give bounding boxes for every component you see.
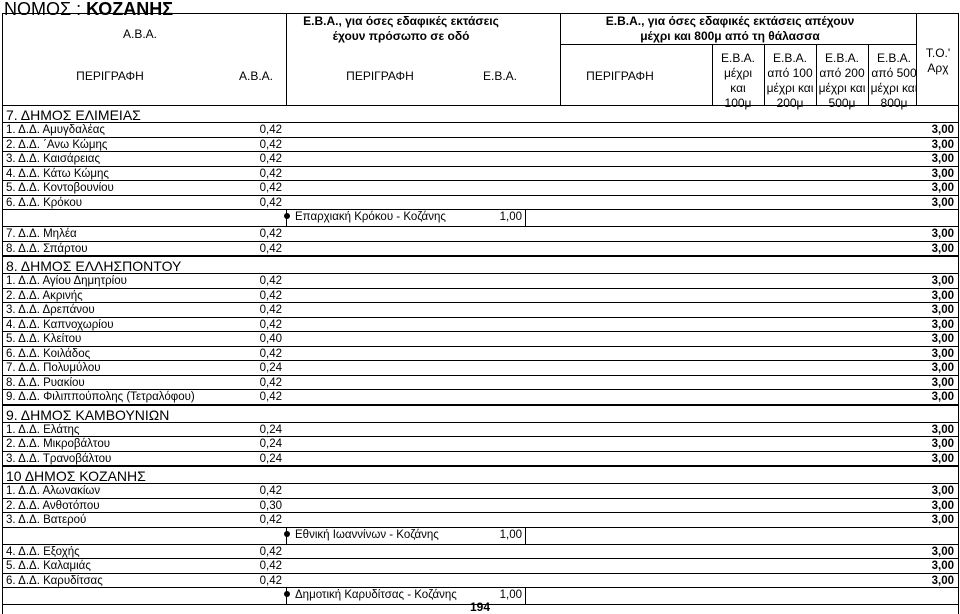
district-name: 1. Δ.Δ. Αγίου Δημητρίου: [6, 275, 127, 287]
table-row: [2, 437, 958, 452]
section-title: 8. ΔΗΜΟΣ ΕΛΛΗΣΠΟΝΤΟΥ: [6, 258, 182, 274]
district-name: 7. Δ.Δ. Πολυμύλου: [6, 362, 101, 374]
to-value: 3,00: [931, 423, 954, 436]
table-row: [2, 390, 958, 405]
section-header: [2, 105, 958, 123]
header-aba-1: Α.Β.Α.: [238, 69, 273, 83]
aba-value: 0,42: [259, 153, 282, 165]
district-name: 2. Δ.Δ. Ακρινής: [6, 289, 83, 302]
right-border: [958, 13, 959, 614]
district-name: 3. Δ.Δ. Τρανοβάλτου: [6, 452, 112, 465]
header-group-sea-line1: Ε.Β.Α., για όσες εδαφικές εκτάσεις απέχουν: [605, 14, 855, 28]
district-name: 6. Δ.Δ. Καρυδίτσας: [6, 574, 103, 587]
district-name: 1. Δ.Δ. Αμυγδαλέας: [6, 124, 105, 136]
district-name: 5. Δ.Δ. Κλείτου: [6, 333, 82, 345]
aba-value: 0,30: [259, 499, 282, 512]
section-title: 7. ΔΗΜΟΣ ΕΛΙΜΕΙΑΣ: [6, 107, 141, 123]
section-header: [2, 466, 958, 484]
table-row: [2, 123, 958, 138]
table-row: [2, 376, 958, 391]
header-group-road-line1: Ε.Β.Α., για όσες εδαφικές εκτάσεις: [303, 14, 499, 28]
aba-value: 0,42: [259, 514, 282, 526]
district-name: 8. Δ.Δ. Σπάρτου: [6, 242, 88, 255]
header-top-line: [2, 13, 958, 14]
bullet-icon: [284, 213, 290, 219]
table-row: [2, 574, 958, 589]
district-name: 2. Δ.Δ. Ανθοτόπου: [6, 499, 100, 512]
to-value: 3,00: [931, 499, 954, 512]
table-row: [2, 332, 958, 347]
road-label: Εθνική Ιωαννίνων - Κοζάνης: [284, 529, 439, 541]
aba-value: 0,42: [259, 138, 282, 151]
to-value: 3,00: [931, 485, 954, 497]
bullet-icon: [284, 531, 290, 537]
to-value: 3,00: [931, 167, 954, 180]
to-value: 3,00: [931, 438, 954, 450]
table-row: [2, 227, 958, 242]
title-name: ΚΟΖΑΝΗΣ: [86, 0, 174, 19]
road-value: 1,00: [499, 528, 522, 541]
district-name: 4. Δ.Δ. Εξοχής: [6, 545, 80, 558]
to-value: 3,00: [931, 560, 954, 572]
aba-value: 0,42: [259, 485, 282, 497]
road-frontage-row: [2, 528, 958, 545]
sea-col-3: Ε.Β.Α. από 200 μέχρι και 500μ: [818, 51, 866, 110]
table-row: [2, 545, 958, 560]
header-group-road-line2: έχουν πρόσωπο σε οδό: [332, 29, 470, 43]
district-name: 6. Δ.Δ. Κρόκου: [6, 196, 83, 209]
district-name: 9. Δ.Δ. Φιλιππούπολης (Τετραλόφου): [6, 391, 195, 403]
district-name: 5. Δ.Δ. Κοντοβουνίου: [6, 182, 114, 194]
district-name: 1. Δ.Δ. Ελάτης: [6, 423, 80, 436]
aba-value: 0,42: [259, 242, 282, 255]
header-group-sea-line2: μέχρι και 800μ από τη θάλασσα: [640, 29, 820, 43]
to-value: 3,00: [931, 124, 954, 136]
page-number: 194: [469, 600, 491, 614]
road-value: 1,00: [499, 589, 522, 601]
table-row: [2, 347, 958, 362]
table-row: [2, 181, 958, 196]
table-row: [2, 152, 958, 167]
zone-table: [2, 105, 958, 605]
header-aba-top: Α.Β.Α.: [122, 27, 157, 41]
district-name: 4. Δ.Δ. Καπνοχωρίου: [6, 318, 114, 331]
header-eba-2: Ε.Β.Α.: [482, 69, 517, 83]
road-label: Δημοτική Καρυδίτσας - Κοζάνης: [284, 589, 457, 601]
table-row: [2, 274, 958, 289]
road-frontage-row: [2, 210, 958, 227]
table-row: [2, 303, 958, 318]
to-value: 3,00: [931, 376, 954, 389]
to-value: 3,00: [931, 182, 954, 194]
table-row: [2, 167, 958, 182]
aba-value: 0,42: [259, 196, 282, 209]
to-value: 3,00: [931, 362, 954, 374]
road-value: 1,00: [499, 211, 522, 223]
aba-value: 0,42: [259, 347, 282, 360]
table-row: [2, 138, 958, 153]
aba-value: 0,24: [259, 423, 282, 436]
to-value: 3,00: [931, 333, 954, 345]
road-label: Επαρχιακή Κρόκου - Κοζάνης: [284, 211, 446, 223]
to-value: 3,00: [931, 391, 954, 403]
aba-value: 0,42: [259, 574, 282, 587]
section-header: [2, 256, 958, 274]
aba-value: 0,42: [259, 560, 282, 572]
district-name: 1. Δ.Δ. Αλωνακίων: [6, 485, 101, 497]
aba-value: 0,42: [259, 228, 282, 240]
to-value: 3,00: [931, 347, 954, 360]
to-value: 3,00: [931, 242, 954, 255]
header-divider-3: [712, 44, 713, 105]
table-row: [2, 242, 958, 257]
to-value: 3,00: [931, 514, 954, 526]
section-title: 10 ΔΗΜΟΣ ΚΟΖΑΝΗΣ: [6, 468, 146, 484]
district-name: 2. Δ.Δ. Μικροβάλτου: [6, 438, 110, 450]
district-name: 7. Δ.Δ. Μηλέα: [6, 228, 77, 240]
table-row: [2, 499, 958, 514]
header-divider-5: [816, 44, 817, 105]
header-divider-1: [286, 13, 287, 105]
table-row: [2, 452, 958, 467]
to-value: 3,00: [931, 196, 954, 209]
bullet-icon: [284, 591, 290, 597]
to-value: 3,00: [931, 275, 954, 287]
table-row: [2, 484, 958, 499]
to-value: 3,00: [931, 318, 954, 331]
aba-value: 0,42: [259, 182, 282, 194]
header-divider-7: [916, 13, 917, 105]
to-value: 3,00: [931, 138, 954, 151]
district-name: 3. Δ.Δ. Δρεπάνου: [6, 304, 95, 316]
to-value: 3,00: [931, 228, 954, 240]
district-name: 5. Δ.Δ. Καλαμιάς: [6, 560, 91, 572]
table-row: [2, 423, 958, 438]
section-header: [2, 405, 958, 423]
sea-col-2: Ε.Β.Α. από 100 μέχρι και 200μ: [766, 51, 814, 110]
table-row: [2, 196, 958, 211]
to-value: 3,00: [931, 289, 954, 302]
table-row: [2, 361, 958, 376]
aba-value: 0,42: [259, 124, 282, 136]
header-description-2: ΠΕΡΙΓΡΑΦΗ: [346, 69, 414, 83]
aba-value: 0,40: [259, 333, 282, 345]
header-divider-4: [764, 44, 765, 105]
header-description-1: ΠΕΡΙΓΡΑΦΗ: [76, 69, 144, 83]
sea-col-1: Ε.Β.Α. μέχρι και 100μ: [720, 51, 755, 110]
aba-value: 0,42: [259, 289, 282, 302]
to-value: 3,00: [931, 545, 954, 558]
table-row: [2, 513, 958, 528]
header-sea-divider: [560, 44, 916, 45]
district-name: 3. Δ.Δ. Καισάρειας: [6, 153, 100, 165]
to-value: 3,00: [931, 574, 954, 587]
aba-value: 0,24: [259, 438, 282, 450]
page-title: [4, 0, 173, 18]
aba-value: 0,24: [259, 362, 282, 374]
district-name: 8. Δ.Δ. Ρυακίου: [6, 376, 85, 389]
sea-col-4: Ε.Β.Α. από 500 μέχρι και 800μ: [870, 51, 918, 110]
to-value: 3,00: [931, 153, 954, 165]
aba-value: 0,42: [259, 545, 282, 558]
section-title: 9. ΔΗΜΟΣ ΚΑΜΒΟΥΝΙΩΝ: [6, 406, 170, 423]
header-to-col: Τ.Ο.' Αρχ: [925, 46, 951, 75]
district-name: 3. Δ.Δ. Βατερού: [6, 514, 87, 526]
title-prefix: ΝΟΜΟΣ :: [4, 0, 87, 19]
aba-value: 0,42: [259, 318, 282, 331]
aba-value: 0,42: [259, 304, 282, 316]
table-row: [2, 559, 958, 574]
aba-value: 0,42: [259, 376, 282, 389]
header-divider-2: [560, 13, 561, 105]
header-divider-6: [868, 44, 869, 105]
aba-value: 0,42: [259, 167, 282, 180]
to-value: 3,00: [931, 304, 954, 316]
table-row: [2, 318, 958, 333]
to-value: 3,00: [931, 452, 954, 465]
district-name: 6. Δ.Δ. Κοιλάδος: [6, 347, 91, 360]
aba-value: 0,42: [259, 275, 282, 287]
aba-value: 0,42: [259, 391, 282, 403]
aba-value: 0,24: [259, 452, 282, 465]
header-description-3: ΠΕΡΙΓΡΑΦΗ: [586, 69, 654, 83]
table-row: [2, 289, 958, 304]
district-name: 4. Δ.Δ. Κάτω Κώμης: [6, 167, 109, 180]
district-name: 2. Δ.Δ. ΄Ανω Κώμης: [6, 138, 108, 151]
